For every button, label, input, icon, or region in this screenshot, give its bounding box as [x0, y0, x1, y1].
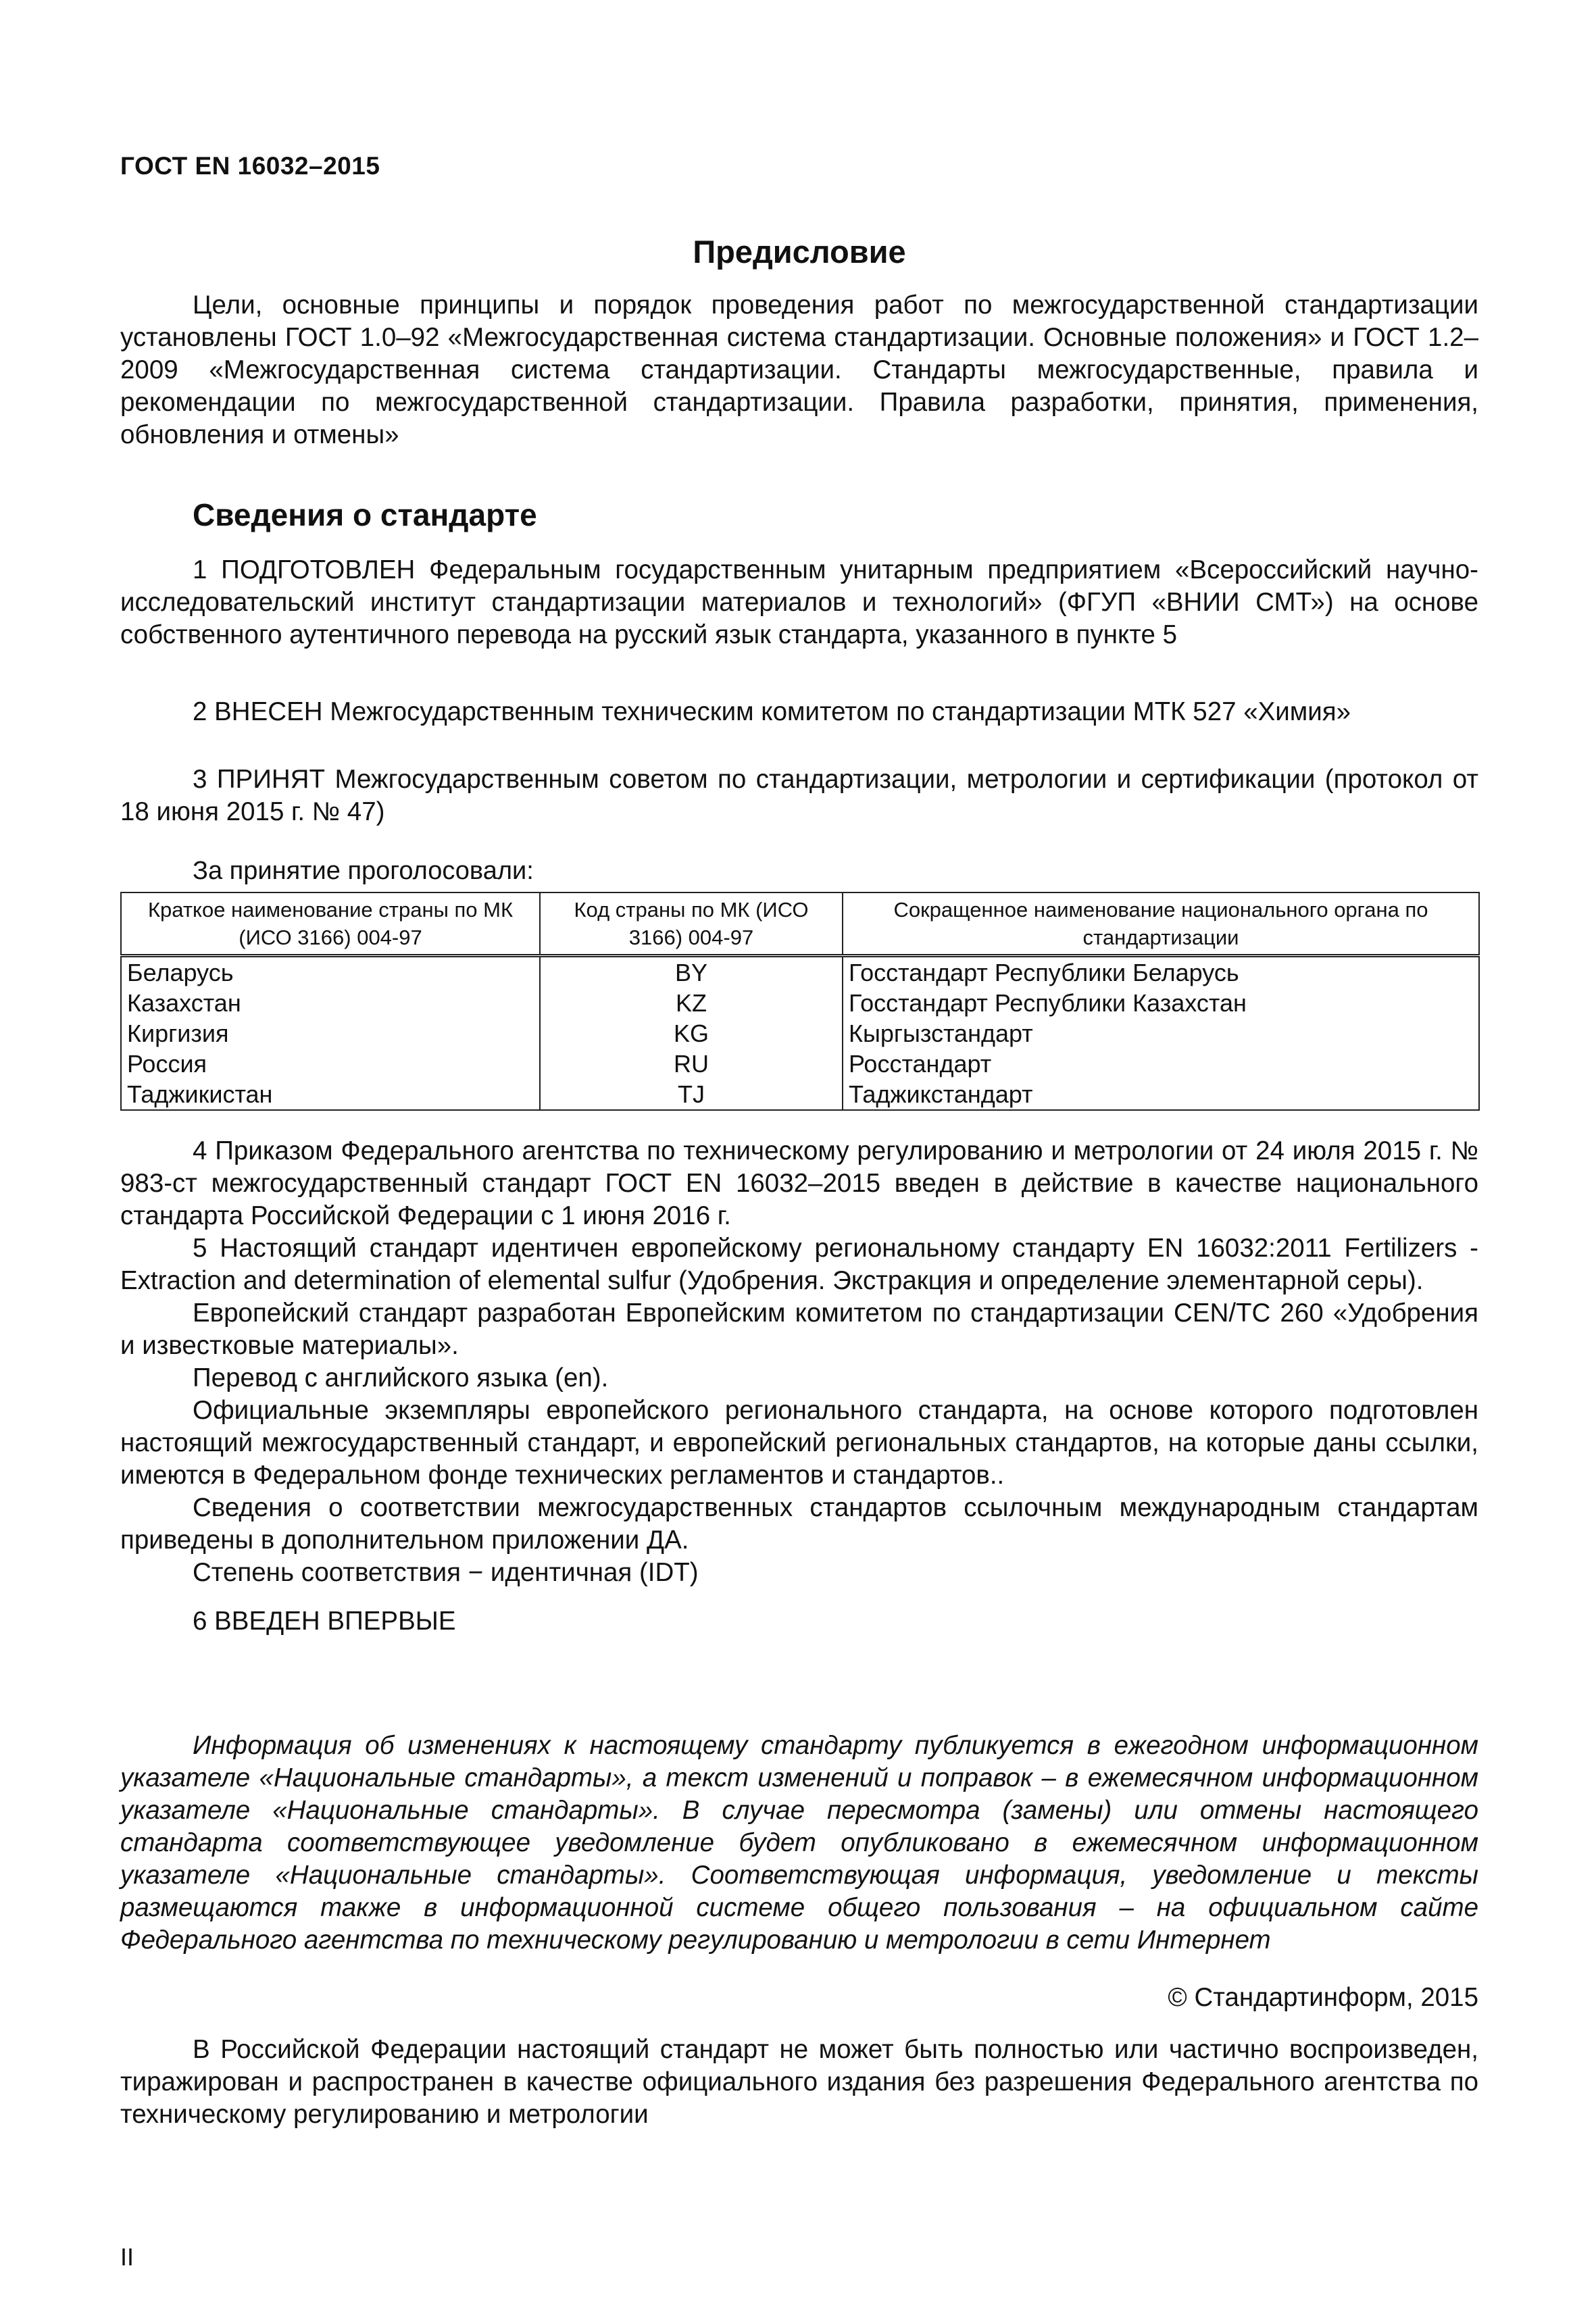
notice-text: Информация об изменениях к настоящему стандарту публикуется в ежегодном информационном указателе «Национальные стандарты», а текст изменений и поправок – в ежемесячном информационном указателе «Национальные стандарты». В случае пересмотра (замены) или отмены настоящего стандарта соответствующее уведомление будет опубликовано в ежемесячном информационном указателе «Национальные стандарты». Соответствующая информация, уведомление и тексты размещаются также в информационной системе общего пользования – на официальном сайте Федерального агентства по техническому регулированию и метрологии в сети Интернет [120, 1731, 1478, 1955]
table-row [121, 988, 1479, 1018]
country-cell: Беларусь [121, 956, 540, 988]
notice-paragraph [120, 1730, 1478, 1957]
foreword-paragraph [120, 289, 1478, 451]
body-cell: Таджикстандарт [843, 1079, 1479, 1110]
body-cell: Госстандарт Республики Беларусь [843, 956, 1479, 988]
info-item-5-cen-text: Европейский стандарт разработан Европейским комитетом по стандартизации CEN/TC 260 «Удобрения и известковые материалы». [120, 1299, 1478, 1360]
country-cell: Россия [121, 1049, 540, 1079]
copyright-line: © Стандартинформ, 2015 [1168, 1983, 1478, 2012]
country-cell: Киргизия [121, 1018, 540, 1049]
info-item-5-degree-text: Степень соответствия − идентичная (IDT) [193, 1558, 699, 1587]
reproduction-paragraph [120, 2034, 1478, 2131]
header-country: Краткое наименование страны по МК (ИСО 3166) 004-97 [121, 892, 540, 956]
info-item-1-text: 1 ПОДГОТОВЛЕН Федеральным государственным унитарным предприятием «Всероссийский научно-исследовательский институт стандартизации материалов и технологий» (ФГУП «ВНИИ СМТ») на основе собственного аутентичного перевода на русский язык стандарта, указанного в пункте 5 [120, 555, 1478, 649]
code-cell: TJ [540, 1079, 843, 1110]
code-cell: RU [540, 1049, 843, 1079]
info-section-title: Сведения о стандарте [193, 497, 537, 532]
info-items-4-5 [120, 1135, 1478, 1638]
vote-table [120, 892, 1480, 1111]
header-body: Сокращенное наименование национального органа по стандартизации [843, 892, 1479, 956]
info-item-2 [120, 696, 1478, 728]
reproduction-text: В Российской Федерации настоящий стандарт не может быть полностью или частично воспроизведен, тиражирован и распространен в качестве официального издания без разрешения Федерального агентства по техническому регулированию и метрологии [120, 2035, 1478, 2129]
header-code: Код страны по МК (ИСО 3166) 004-97 [540, 892, 843, 956]
document-code-header: ГОСТ EN 16032–2015 [120, 152, 380, 180]
body-cell: Росстандарт [843, 1049, 1479, 1079]
info-item-3 [120, 763, 1478, 828]
page-number: II [120, 2243, 134, 2271]
table-row [121, 1018, 1479, 1049]
country-cell: Таджикистан [121, 1079, 540, 1110]
info-item-4-text: 4 Приказом Федерального агентства по техническому регулированию и метрологии от 24 июля 2015 г. № 983-ст межгосударственный стандарт ГОСТ EN 16032–2015 введен в действие в качестве национального стандарта Российской Федерации с 1 июня 2016 г. [120, 1136, 1478, 1230]
foreword-title: Предисловие [693, 234, 906, 270]
code-cell: KG [540, 1018, 843, 1049]
foreword-text: Цели, основные принципы и порядок проведения работ по межгосударственной стандартизации установлены ГОСТ 1.0–92 «Межгосударственная система стандартизации. Основные положения» и ГОСТ 1.2–2009 «Межгосударственная система стандартизации. Стандарты межгосударственные, правила и рекомендации по межгосударственной стандартизации. Правила разработки, принятия, применения, обновления и отмены» [120, 291, 1478, 449]
info-item-2-text: 2 ВНЕСЕН Межгосударственным техническим комитетом по стандартизации МТК 527 «Химия» [193, 697, 1351, 726]
code-cell: BY [540, 956, 843, 988]
body-cell: Госстандарт Республики Казахстан [843, 988, 1479, 1018]
vote-table-header-row [121, 892, 1479, 956]
code-cell: KZ [540, 988, 843, 1018]
info-item-6-text: 6 ВВЕДЕН ВПЕРВЫЕ [193, 1607, 456, 1636]
table-row [121, 956, 1479, 988]
document-page [120, 0, 1478, 2314]
info-item-5-lang-text: Перевод с английского языка (en). [193, 1363, 609, 1392]
table-row [121, 1079, 1479, 1110]
info-item-1 [120, 554, 1478, 651]
info-item-5-official-text: Официальные экземпляры европейского регионального стандарта, на основе которого подготовлен настоящий межгосударственный стандарт, и европейский региональных стандартов, на которые даны ссылки, имеются в Федеральном фонде технических регламентов и стандартов.. [120, 1396, 1478, 1490]
info-item-3-text: 3 ПРИНЯТ Межгосударственным советом по стандартизации, метрологии и сертификации (протокол от 18 июня 2015 г. № 47) [120, 765, 1478, 826]
body-cell: Кыргызстандарт [843, 1018, 1479, 1049]
table-row [121, 1049, 1479, 1079]
info-item-5-text: 5 Настоящий стандарт идентичен европейскому региональному стандарту EN 16032:2011 Fertilizers - Extraction and determination of elemental sulfur (Удобрения. Экстракция и определение элементарной серы). [120, 1234, 1478, 1295]
country-cell: Казахстан [121, 988, 540, 1018]
info-item-5-refs-text: Сведения о соответствии межгосударственных стандартов ссылочным международным стандартам приведены в дополнительном приложении ДА. [120, 1493, 1478, 1555]
vote-caption: За принятие проголосовали: [193, 857, 534, 885]
